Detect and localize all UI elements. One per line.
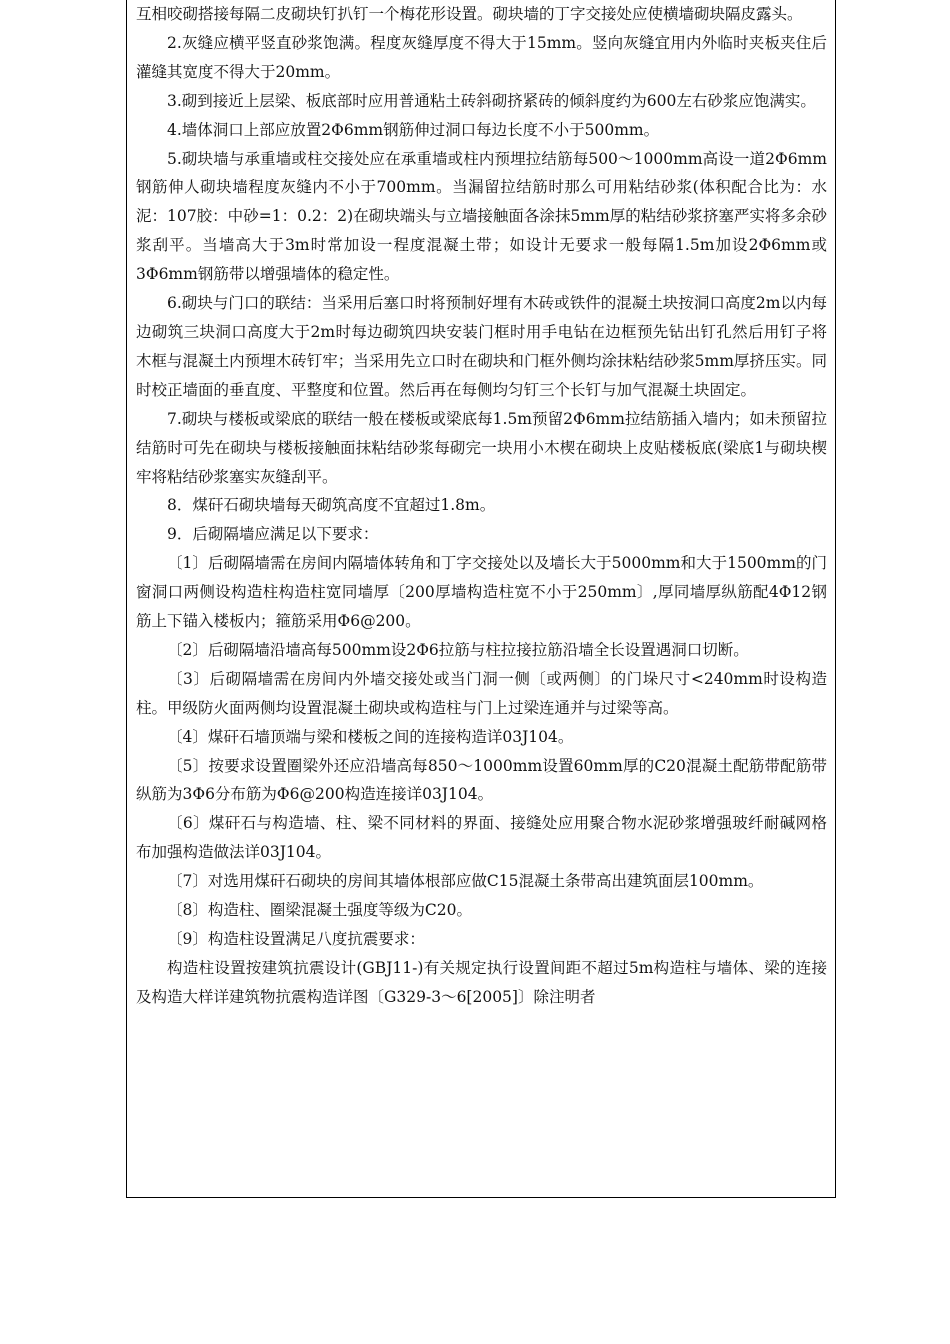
paragraph-item-8: 8．煤矸石砌块墙每天砌筑高度不宜超过1.8m。: [167, 496, 496, 515]
paragraph-item-2: 2.灰缝应横平竖直砂浆饱满。程度灰缝厚度不得大于15mm。竖向灰缝宜用内外临时夹板夹住后灌缝其宽度不得大于20mm。: [136, 33, 827, 81]
paragraph-item-7: 7.砌块与楼板或梁底的联结一般在楼板或梁底每1.5m预留2Φ6mm拉结筋插入墙内；如未预留拉结筋时可先在砌块与楼板接触面抹粘结砂浆每砌完一块用小木楔在砌块上皮贴楼板底(梁底1与砌块楔牢将粘结砂浆塞实灰缝刮平。: [136, 409, 827, 486]
paragraph-item-9: 9．后砌隔墙应满足以下要求：: [167, 525, 379, 544]
document-body: [136, 0, 827, 1012]
paragraph-subitem-1: 〔1〕后砌隔墙需在房间内隔墙体转角和丁字交接处以及墙长大于5000mm和大于1500mm的门窗洞口两侧设构造柱构造柱宽同墙厚〔200厚墙构造柱宽不小于250mm〕,厚同墙厚纵筋配4Φ12钢筋上下锚入楼板内；箍筋采用Φ6@200。: [136, 554, 827, 631]
paragraph-item-3: 3.砌到接近上层梁、板底部时应用普通粘土砖斜砌挤紧砖的倾斜度约为600左右砂浆应饱满实。: [167, 91, 816, 110]
paragraph-subitem-5: 〔5〕按要求设置圈梁外还应沿墙高每850～1000mm设置60mm厚的C20混凝土配筋带配筋带纵筋为3Φ6分布筋为Φ6@200构造连接详03J104。: [136, 756, 827, 804]
paragraph-subitem-7: 〔7〕对选用煤矸石砌块的房间其墙体根部应做C15混凝土条带高出建筑面层100mm。: [167, 872, 764, 891]
paragraph-subitem-9: 〔9〕构造柱设置满足八度抗震要求：: [167, 930, 425, 948]
paragraph-item-5: 5.砌块墙与承重墙或柱交接处应在承重墙或柱内预埋拉结筋每500～1000mm高设一道2Φ6mm钢筋伸人砌块墙程度灰缝内不小于700mm。当漏留拉结筋时那么可用粘结砂浆(体积配合比为：水泥：107胶：中砂=1：0.2：2)在砌块端头与立墙接触面各涂抹5mm厚的粘结砂浆挤塞严实将多余砂浆刮平。当墙高大于3m时常加设一程度混凝土带；如设计无要求一般每隔1.5m加设2Φ6mm或3Φ6mm钢筋带以增强墙体的稳定性。: [136, 149, 827, 284]
paragraph-intro: 互相咬砌搭接每隔二皮砌块钉扒钉一个梅花形设置。砌块墙的丁字交接处应使横墙砌块隔皮露头。: [136, 5, 803, 23]
paragraph-subitem-3: 〔3〕后砌隔墙需在房间内外墙交接处或当门洞一侧〔或两侧〕的门垛尺寸<240mm时设构造柱。甲级防火面两侧均设置混凝土砌块或构造柱与门上过梁连通并与过梁等高。: [136, 669, 827, 717]
paragraph-subitem-2: 〔2〕后砌隔墙沿墙高每500mm设2Φ6拉筋与柱拉接拉筋沿墙全长设置遇洞口切断。: [167, 640, 749, 659]
paragraph-item-4: 4.墙体洞口上部应放置2Φ6mm钢筋伸过洞口每边长度不小于500mm。: [167, 120, 660, 139]
paragraph-closing: 构造柱设置按建筑抗震设计(GBJ11-)有关规定执行设置间距不超过5m构造柱与墙体、梁的连接及构造大样详建筑物抗震构造详图〔G329-3～6[2005]〕除注明者: [136, 958, 827, 1006]
paragraph-subitem-4: 〔4〕煤矸石墙顶端与梁和楼板之间的连接构造详03J104。: [167, 727, 574, 746]
paragraph-subitem-6: 〔6〕煤矸石与构造墙、柱、梁不同材料的界面、接缝处应用聚合物水泥砂浆增强玻纤耐碱网格布加强构造做法详03J104。: [136, 814, 827, 862]
document-frame: [126, 0, 836, 1198]
paragraph-item-6: 6.砌块与门口的联结：当采用后塞口时将预制好埋有木砖或铁件的混凝土块按洞口高度2m以内每边砌筑三块洞口高度大于2m时每边砌筑四块安装门框时用手电钻在边框预先钻出钉孔然后用钉子将木框与混凝土内预埋木砖钉牢；当采用先立口时在砌块和门框外侧均涂抹粘结砂浆5mm厚挤压实。同时校正墙面的垂直度、平整度和位置。然后再在每侧均匀钉三个长钉与加气混凝土块固定。: [136, 294, 827, 399]
paragraph-subitem-8: 〔8〕构造柱、圈梁混凝土强度等级为C20。: [167, 901, 472, 920]
